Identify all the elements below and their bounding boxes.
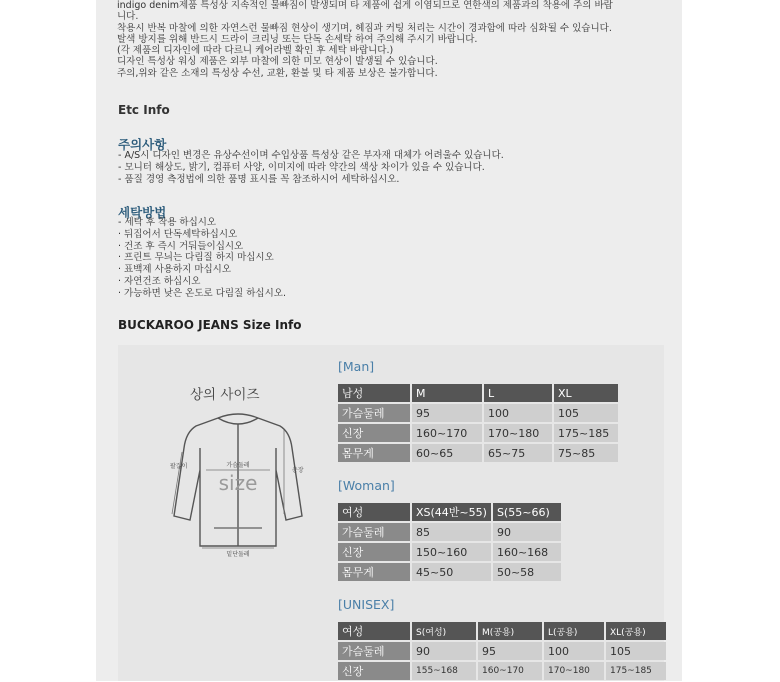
caution-heading: 주의사항 xyxy=(118,137,167,152)
table-cell: 160~170 xyxy=(412,424,482,442)
table-cell: 남성 xyxy=(338,384,410,402)
notice-line: 니다. xyxy=(117,11,139,23)
table-cell: 100 xyxy=(544,642,604,660)
notice-line: indigo denim제품 특성상 지속적인 물빠짐이 발생되며 타 제품에 쉽게 이염되므로 연한색의 제품과의 착용에 주의 바랍 xyxy=(117,0,613,11)
length-label: 총장 xyxy=(292,467,304,474)
table-cell: 175~185 xyxy=(554,424,618,442)
table-cell: 75~85 xyxy=(554,444,618,462)
table-cell: 몸무게 xyxy=(338,444,410,462)
table-cell: 90 xyxy=(412,642,476,660)
top-size-title: 상의 사이즈 xyxy=(190,387,260,403)
etc-info-heading: Etc Info xyxy=(118,103,170,117)
caution-list xyxy=(118,150,504,185)
table-cell: 50~58 xyxy=(493,563,561,581)
jacket-diagram xyxy=(168,408,308,558)
table-cell: M xyxy=(412,384,482,402)
table-cell: 가슴둘레 xyxy=(338,642,410,660)
table-cell: L(공용) xyxy=(544,622,604,640)
washing-item: - 세탁 후 착용 하십시오 xyxy=(118,217,217,228)
caution-item: - A/S시 디자인 변경은 유상수선이며 수입상품 특성상 같은 부자재 대체가 어려울수 있습니다. xyxy=(118,150,504,161)
woman-size-title: [Woman] xyxy=(338,478,395,493)
sleeve-label: 팔길이 xyxy=(170,463,188,470)
washing-item: · 뒤집어서 단독세탁하십시오 xyxy=(118,228,238,240)
notice-line: 착용시 반복 마찰에 의한 자연스런 물빠짐 현상이 생기며, 헤짐과 커팅 처리는 시간이 경과함에 따라 심화될 수 있습니다. xyxy=(117,22,612,34)
table-cell: 170~180 xyxy=(544,662,604,680)
table-cell: 175~185 xyxy=(606,662,666,680)
washing-item: · 자연건조 하십시오 xyxy=(118,275,201,287)
jacket-size-label: size xyxy=(218,471,258,495)
washing-item: · 가능하면 낮은 온도로 다림질 하십시오. xyxy=(118,287,286,299)
table-cell: 가슴둘레 xyxy=(338,523,410,541)
table-cell: 신장 xyxy=(338,662,410,680)
hem-label: 밑단둘레 xyxy=(226,551,250,558)
caution-item: - 품질 경영 측정법에 의한 품명 표시를 꼭 참조하시어 세탁하십시오. xyxy=(118,173,400,185)
table-cell: 몸무게 xyxy=(338,563,410,581)
table-cell: S(여성) xyxy=(412,622,476,640)
table-cell: 여성 xyxy=(338,503,410,521)
man-size-title: [Man] xyxy=(338,359,375,374)
table-cell: XS(44반~55) xyxy=(412,503,491,521)
unisex-size-title: [UNISEX] xyxy=(338,597,395,612)
table-cell: 95 xyxy=(478,642,542,660)
table-cell: 가슴둘레 xyxy=(338,404,410,422)
table-row xyxy=(338,404,618,422)
table-header-row xyxy=(338,384,618,402)
washing-item: · 표백제 사용하지 마십시오 xyxy=(118,264,232,276)
washing-heading: 세탁방법 xyxy=(118,205,167,220)
size-info-heading: BUCKAROO JEANS Size Info xyxy=(118,318,302,332)
table-cell: 여성 xyxy=(338,622,410,640)
notice-line: 주의,위와 같은 소재의 특성상 수선, 교환, 환불 및 타 제품 보상은 불가합니다. xyxy=(117,67,438,79)
table-cell: 45~50 xyxy=(412,563,491,581)
notice-line: (각 제품의 디자인에 따라 다르니 케어라벨 확인 후 세탁 바랍니다.) xyxy=(117,45,394,57)
woman-size-table xyxy=(336,501,563,583)
table-header-row xyxy=(338,503,561,521)
table-cell: 90 xyxy=(493,523,561,541)
table-cell: 160~170 xyxy=(478,662,542,680)
unisex-size-table xyxy=(336,620,668,682)
table-cell: 95 xyxy=(412,404,482,422)
table-cell: 170~180 xyxy=(484,424,552,442)
washing-item: · 프린트 무늬는 다림질 하지 마십시오 xyxy=(118,252,274,264)
table-row xyxy=(338,444,618,462)
washing-item: · 건조 후 즉시 거둬들이십시오 xyxy=(118,240,244,252)
table-cell: XL(공용) xyxy=(606,622,666,640)
table-cell: 65~75 xyxy=(484,444,552,462)
table-cell: XL xyxy=(554,384,618,402)
table-cell: 신장 xyxy=(338,424,410,442)
table-row xyxy=(338,662,666,680)
man-size-table xyxy=(336,382,620,464)
chest-label: 가슴둘레 xyxy=(226,462,250,469)
table-cell: S(55~66) xyxy=(493,503,561,521)
table-header-row xyxy=(338,622,666,640)
table-cell: 105 xyxy=(606,642,666,660)
table-cell: 신장 xyxy=(338,543,410,561)
washing-list xyxy=(118,217,286,300)
table-cell: 105 xyxy=(554,404,618,422)
table-cell: 60~65 xyxy=(412,444,482,462)
table-cell: 160~168 xyxy=(493,543,561,561)
table-row xyxy=(338,543,561,561)
table-row xyxy=(338,424,618,442)
table-cell: M(공용) xyxy=(478,622,542,640)
table-cell: 155~168 xyxy=(412,662,476,680)
caution-item: - 모니터 해상도, 밝기, 컴퓨터 사양, 이미지에 따라 약간의 색상 차이가 있을 수 있습니다. xyxy=(118,161,485,173)
table-cell: 85 xyxy=(412,523,491,541)
notice-line: 탈색 방지를 위해 반드시 드라이 크리닝 또는 단독 손세탁 하여 주의해 주시기 바랍니다. xyxy=(117,33,478,45)
table-cell: 150~160 xyxy=(412,543,491,561)
table-row xyxy=(338,563,561,581)
table-cell: 100 xyxy=(484,404,552,422)
table-cell: L xyxy=(484,384,552,402)
table-row xyxy=(338,642,666,660)
notice-line: 디자인 특성상 워싱 제품은 외부 마찰에 의한 미모 현상이 발생될 수 있습니다. xyxy=(117,56,438,68)
material-notice xyxy=(117,0,677,79)
table-row xyxy=(338,523,561,541)
